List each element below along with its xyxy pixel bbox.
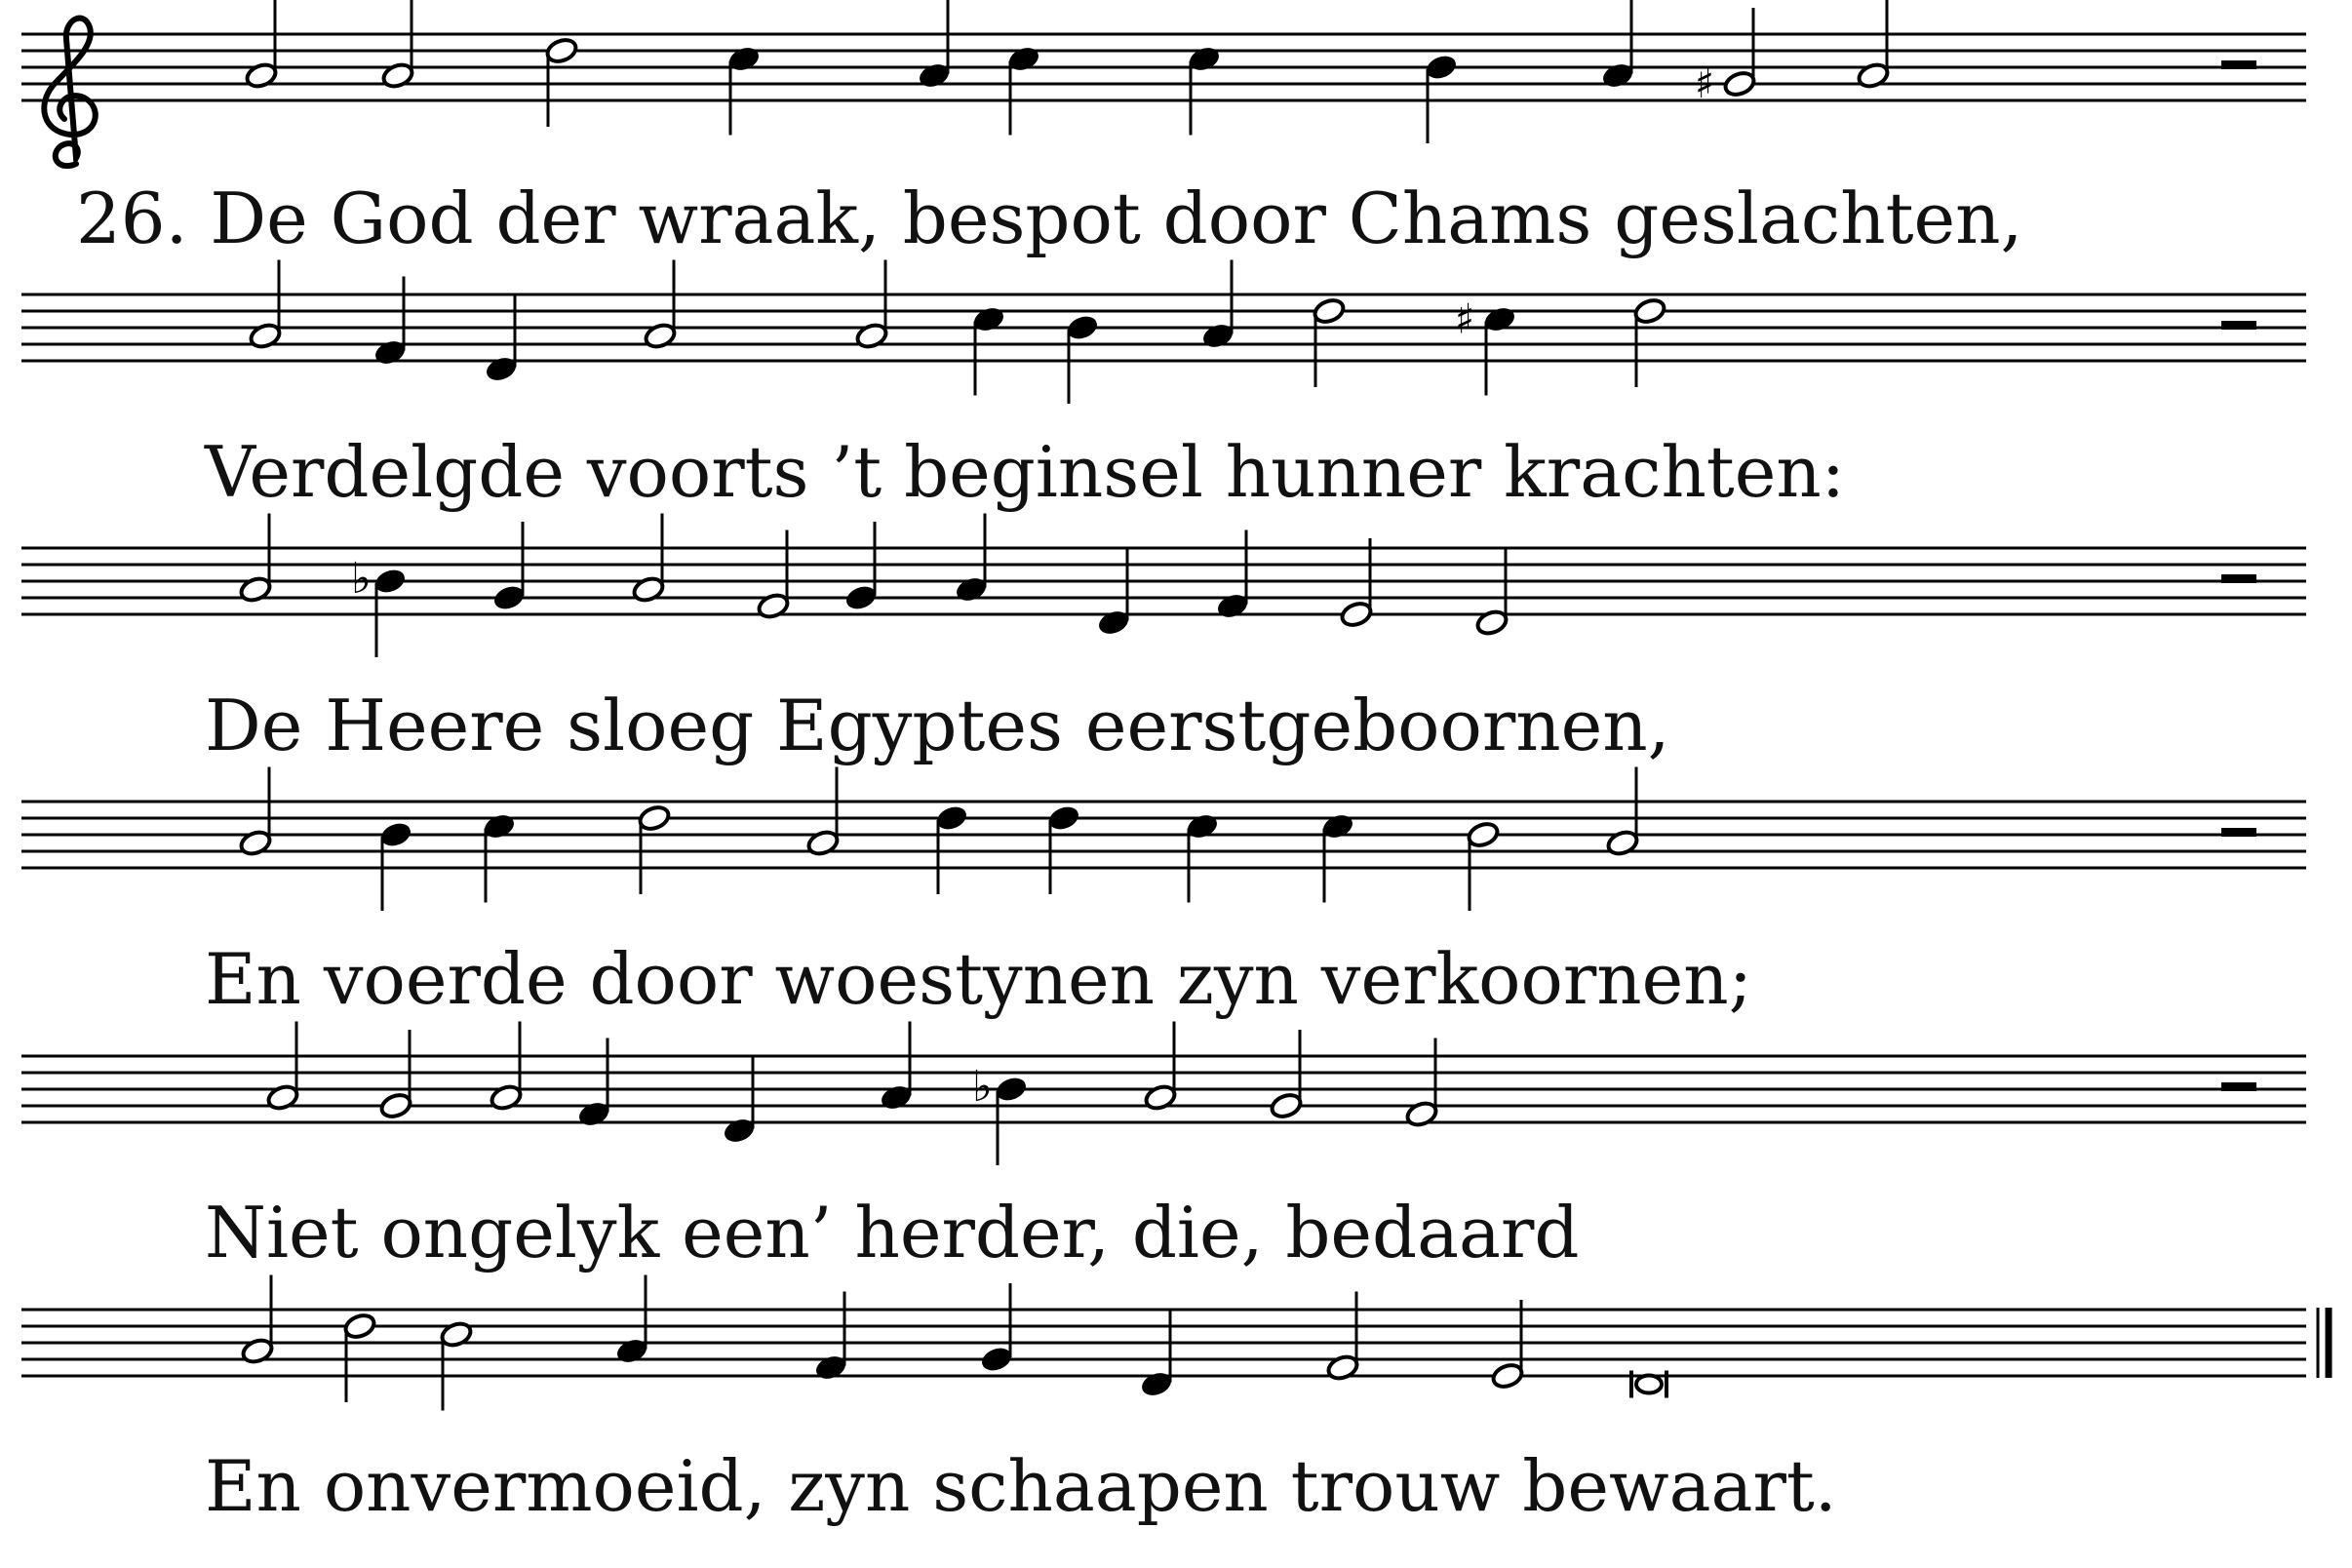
half-note [342, 1312, 376, 1402]
note-head [1474, 608, 1509, 638]
quarter-note [1215, 530, 1249, 621]
note-head [637, 804, 671, 833]
quarter-note [378, 820, 412, 911]
note-head [756, 592, 790, 621]
note-head [1320, 812, 1354, 842]
half-note [1312, 296, 1346, 387]
quarter-note [1139, 1309, 1173, 1399]
note-head [934, 804, 968, 833]
note-head [1143, 1083, 1177, 1113]
half-note [1632, 296, 1666, 387]
lyric-line-5: Niet ongelyk een’ herder, die, bedaard [205, 1192, 1580, 1274]
verse-number: 26. [76, 177, 188, 259]
rest-icon [2221, 1082, 2256, 1091]
note-head [1006, 45, 1040, 74]
note-head [439, 1320, 473, 1350]
note-head [1139, 1370, 1173, 1399]
staff-5 [21, 1022, 2306, 1166]
note-head [378, 820, 412, 849]
note-head [1187, 45, 1221, 74]
lyric-line-6: En onvermoeid, zyn schaapen trouw bewaart. [205, 1445, 1837, 1527]
half-note [1339, 538, 1373, 629]
staff-2 [21, 260, 2306, 405]
flat-icon: ♭ [351, 554, 372, 604]
quarter-note [843, 522, 878, 612]
note-head [854, 322, 888, 351]
quarter-note [726, 45, 761, 136]
half-note [1490, 1300, 1524, 1391]
lyric-text: De God der wraak, bespot door Chams geslachten, [210, 177, 2023, 259]
note-head [372, 567, 407, 596]
note-head [954, 575, 988, 605]
note-head [1632, 296, 1666, 326]
quarter-note [1600, 0, 1634, 90]
rest-icon [2221, 828, 2256, 837]
half-note [1269, 1030, 1303, 1120]
rest-icon [2221, 574, 2256, 583]
quarter-note [1200, 260, 1235, 351]
quarter-note [1046, 804, 1080, 894]
note-head [238, 575, 272, 605]
quarter-note [1185, 812, 1219, 903]
note-head [979, 1345, 1013, 1374]
half-note [489, 1022, 523, 1113]
note-head [917, 61, 951, 91]
note-head [726, 45, 761, 74]
lyric-line-1 [76, 177, 2023, 259]
half-note [643, 260, 677, 351]
note-head [1200, 322, 1235, 351]
note-head [240, 1337, 274, 1366]
staff-3 [21, 514, 2306, 658]
note-head [813, 1353, 847, 1383]
half-note [439, 1320, 473, 1411]
half-note [1325, 1292, 1359, 1383]
sharp-icon: ♯ [1455, 294, 1475, 343]
note-head [342, 1312, 376, 1341]
quarter-note [722, 1055, 756, 1146]
note-head [843, 583, 878, 612]
quarter-note [491, 522, 526, 612]
half-note [805, 767, 840, 858]
quarter-note [372, 277, 407, 368]
rest-icon [2221, 60, 2256, 69]
note-head [631, 575, 665, 605]
note-head [614, 1337, 648, 1366]
quarter-note [1320, 812, 1354, 903]
note-head [244, 61, 278, 91]
sharp-icon: ♯ [1695, 59, 1715, 107]
note-head [576, 1100, 610, 1129]
note-head [1482, 305, 1516, 334]
quarter-note [934, 804, 968, 894]
note-head [1605, 829, 1639, 858]
half-note [854, 260, 888, 351]
half-note [248, 260, 282, 351]
half-note [244, 0, 278, 90]
note-head [491, 583, 526, 612]
half-note [1143, 1022, 1177, 1113]
note-head [1404, 1100, 1438, 1129]
lyric-line-4: En voerde door woestynen zyn verkoornen; [205, 938, 1752, 1020]
quarter-note [917, 0, 951, 90]
quarter-note [1065, 313, 1099, 404]
note-head [380, 61, 414, 91]
note-head [879, 1083, 913, 1113]
quarter-note [1096, 547, 1130, 638]
note-head [489, 1083, 523, 1113]
flat-icon: ♭ [972, 1062, 993, 1112]
quarter-note [972, 1062, 1029, 1165]
note-head [1600, 61, 1634, 91]
note-head [1325, 1353, 1359, 1383]
quarter-note [879, 1022, 913, 1113]
half-note [380, 0, 414, 90]
staff-6 [21, 1275, 2329, 1411]
note-head [1466, 820, 1500, 849]
note-head [1312, 296, 1346, 326]
note-head [1339, 600, 1373, 629]
note-head [1096, 608, 1130, 638]
half-note [1695, 8, 1757, 107]
quarter-note [813, 1292, 847, 1383]
note-head [643, 322, 677, 351]
treble-clef-icon [44, 19, 96, 167]
half-note [265, 1022, 299, 1113]
quarter-note [1006, 45, 1040, 136]
note-head [238, 829, 272, 858]
staff-4 [21, 767, 2306, 912]
note-head [1490, 1361, 1524, 1391]
note-head [378, 1091, 412, 1120]
lyric-line-3: De Heere sloeg Egyptes eerstgeboornen, [205, 685, 1670, 766]
quarter-note [482, 812, 516, 903]
note-head [1215, 592, 1249, 621]
note-head [372, 338, 407, 368]
quarter-note [954, 514, 988, 605]
note-head [544, 36, 578, 65]
note-head [971, 305, 1005, 334]
note-head [1269, 1091, 1303, 1120]
note-head [1856, 61, 1890, 91]
half-note [240, 1275, 274, 1366]
quarter-note [1424, 53, 1458, 143]
lyric-line-2: Verdelgde voorts ’t beginsel hunner krachten: [205, 431, 1845, 513]
note-head [482, 812, 516, 842]
quarter-note [576, 1039, 610, 1129]
half-note [1466, 820, 1500, 911]
note-head [805, 829, 840, 858]
quarter-note [979, 1283, 1013, 1374]
note-head [994, 1075, 1028, 1104]
note-head [1424, 53, 1458, 82]
half-note [238, 514, 272, 605]
rest-icon [2221, 321, 2256, 330]
half-note [1474, 547, 1509, 638]
quarter-note [484, 294, 518, 384]
half-note [1404, 1039, 1438, 1129]
note-head [265, 1083, 299, 1113]
half-note [1605, 767, 1639, 858]
quarter-note [351, 554, 408, 657]
half-note [637, 804, 671, 894]
half-note [1856, 0, 1890, 90]
half-note [544, 36, 578, 127]
half-note [631, 514, 665, 605]
half-note [756, 530, 790, 621]
note-head [248, 322, 282, 351]
note-head [1046, 804, 1080, 833]
quarter-note [971, 305, 1005, 396]
note-head [484, 355, 518, 384]
note-head [1185, 812, 1219, 842]
note-head [1636, 1376, 1662, 1393]
half-note [378, 1030, 412, 1120]
staff-1 [21, 0, 2306, 143]
note-head [1722, 69, 1756, 98]
note-head [722, 1117, 756, 1146]
note-head [1065, 313, 1099, 342]
half-note [238, 767, 272, 858]
quarter-note [1187, 45, 1221, 136]
quarter-note [614, 1275, 648, 1366]
